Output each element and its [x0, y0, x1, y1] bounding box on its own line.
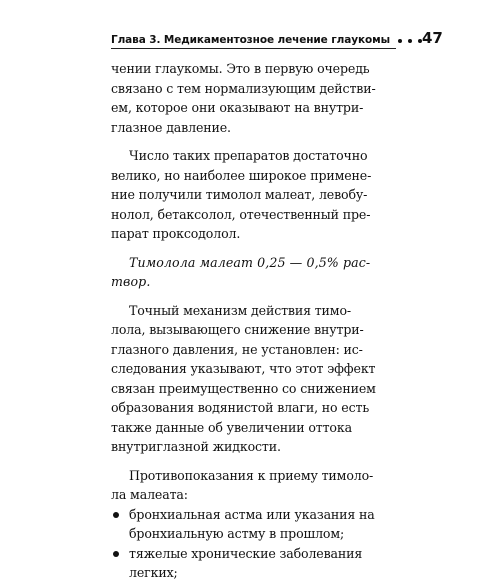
- list-item: [111, 505, 396, 544]
- text-line: ние получили тимолол малеат, левобу-: [111, 187, 368, 202]
- paragraph-spacer: [111, 292, 396, 301]
- text-line: внутриглазной жидкости.: [111, 439, 281, 454]
- paragraph-spacer: [111, 244, 396, 253]
- text-line: твор.: [111, 274, 151, 289]
- page-header: [111, 24, 443, 49]
- text-line: Число таких препаратов достаточно: [129, 148, 368, 163]
- text-line: ла малеата:: [111, 487, 188, 502]
- text-line: Противопоказания к приему тимоло-: [129, 467, 374, 483]
- paragraph-spacer: [111, 137, 396, 146]
- text-line: парат проксодолол.: [111, 226, 241, 241]
- text-line: велико, но наиболее широкое примене-: [111, 167, 372, 183]
- text-line: лола, вызывающего снижение внутри-: [111, 322, 364, 337]
- dot-icon: [408, 39, 412, 43]
- bullet-text: тяжелые хронические заболевания: [129, 545, 363, 561]
- paragraph: [111, 466, 396, 505]
- text-line: Точный механизм действия тимо-: [129, 302, 351, 318]
- text-line: ем, которое они оказывают на внутри-: [111, 100, 364, 115]
- paragraph: [111, 146, 396, 244]
- list-item: [111, 544, 396, 583]
- contraindications-list: [111, 505, 396, 583]
- body-text: [111, 59, 396, 583]
- text-line: нолол, бетаксолол, отечественный пре-: [111, 206, 371, 222]
- running-title: Глава 3. Медикаментозное лечение глаукомы: [111, 34, 390, 46]
- bullet-icon: [113, 551, 119, 557]
- text-line: бронхиальную астму в прошлом;: [129, 526, 345, 541]
- book-page: [111, 24, 443, 580]
- text-line: [111, 544, 396, 564]
- paragraph: [111, 59, 396, 137]
- text-line: следования указывают, что этот эффект: [111, 361, 376, 376]
- text-line: связан преимущественно со снижением: [111, 380, 376, 396]
- drug-heading: [111, 253, 396, 292]
- text-line: образования водянистой влаги, но есть: [111, 400, 370, 415]
- bullet-icon: [113, 512, 119, 518]
- paragraph-spacer: [111, 457, 396, 466]
- text-line: связано с тем нормализующим действи-: [111, 80, 376, 96]
- text-line: [111, 505, 396, 525]
- header-dots-ornament: [398, 39, 422, 46]
- paragraph: [111, 301, 396, 457]
- text-line: легких;: [129, 565, 178, 580]
- dot-icon: [398, 39, 402, 43]
- bullet-text: бронхиальная астма или указания на: [129, 506, 375, 522]
- text-line: также данные об увеличении оттока: [111, 419, 352, 435]
- text-line: чении глаукомы. Это в первую очередь: [111, 61, 370, 76]
- page-number: 47: [421, 29, 443, 47]
- text-line: Тимолола малеат 0,25 — 0,5% рас-: [129, 254, 371, 270]
- text-line: глазное давление.: [111, 119, 231, 135]
- text-line: глазного давления, не установлен: ис-: [111, 341, 363, 357]
